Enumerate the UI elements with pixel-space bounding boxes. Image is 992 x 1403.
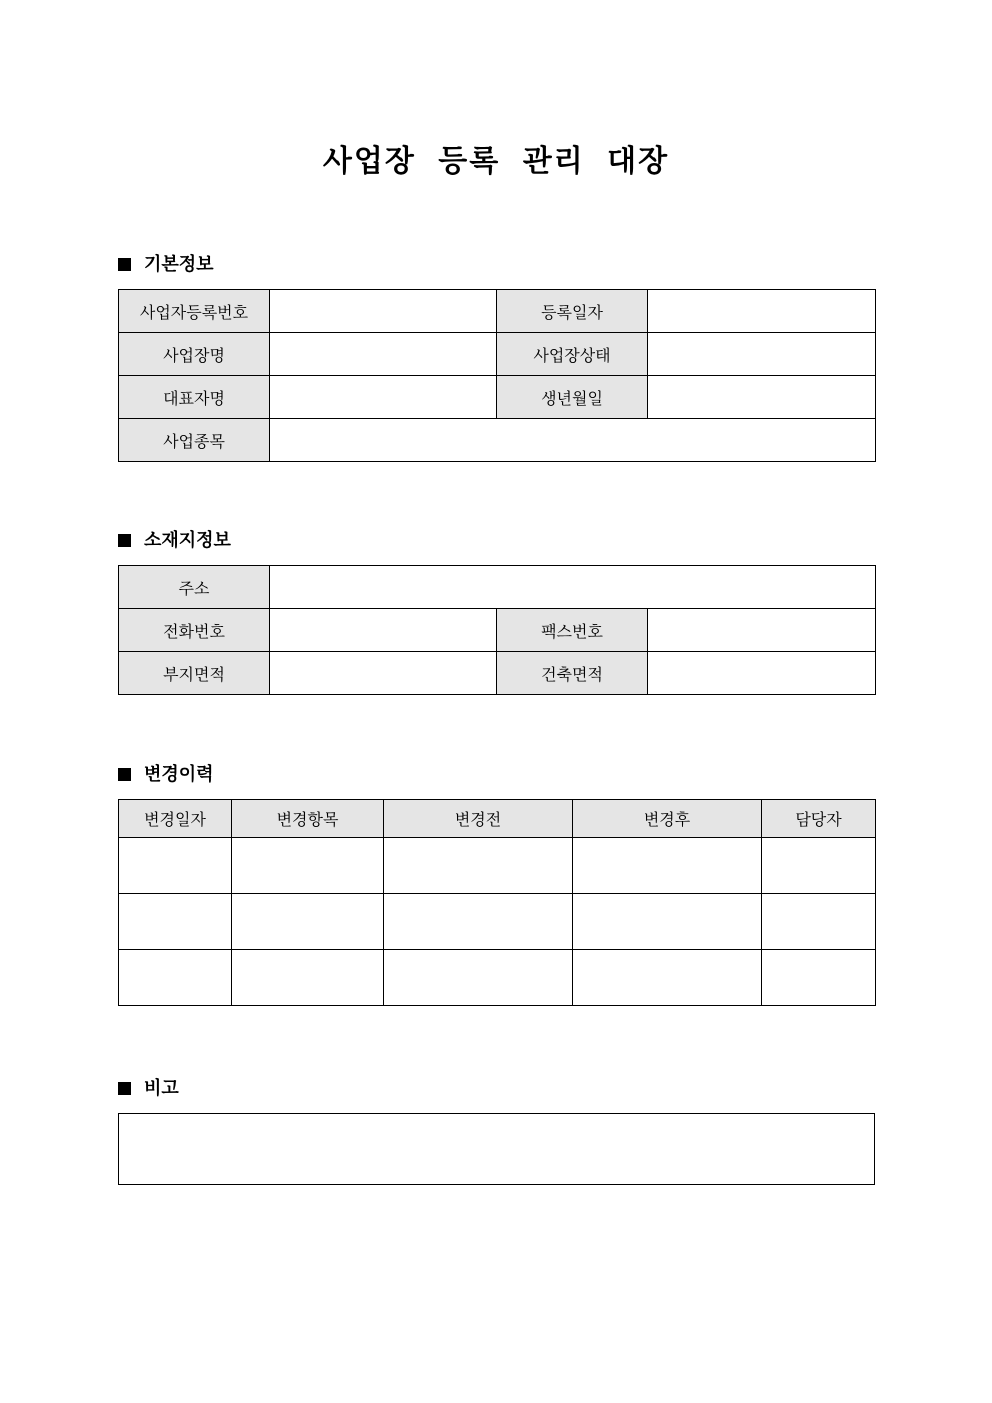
section-title-remarks: [118, 1077, 179, 1101]
change-history-table: [118, 799, 876, 1006]
phone-number-label: 전화번호: [119, 609, 270, 652]
table-row: [119, 652, 876, 695]
business-reg-number-field[interactable]: [270, 290, 497, 333]
business-name-field[interactable]: [270, 333, 497, 376]
section-heading-location-info: 소재지정보: [144, 530, 231, 551]
address-label: 주소: [119, 566, 270, 609]
history-cell[interactable]: [119, 894, 232, 950]
history-cell[interactable]: [573, 838, 762, 894]
history-cell[interactable]: [762, 950, 876, 1006]
table-row: [119, 290, 876, 333]
remarks-field[interactable]: [118, 1113, 875, 1185]
table-row: [119, 609, 876, 652]
registration-date-field[interactable]: [648, 290, 876, 333]
business-name-label: 사업장명: [119, 333, 270, 376]
column-header-after: 변경후: [573, 800, 762, 838]
section-heading-change-history: 변경이력: [144, 764, 214, 785]
table-row: [119, 419, 876, 462]
section-title-basic-info: [118, 253, 214, 277]
table-row: [119, 950, 876, 1006]
building-area-label: 건축면적: [497, 652, 648, 695]
site-area-label: 부지면적: [119, 652, 270, 695]
square-bullet-icon: [118, 534, 131, 547]
table-row: [119, 894, 876, 950]
table-header-row: [119, 800, 876, 838]
square-bullet-icon: [118, 768, 131, 781]
history-cell[interactable]: [573, 950, 762, 1006]
section-heading-basic-info: 기본정보: [144, 254, 214, 275]
history-cell[interactable]: [384, 838, 573, 894]
fax-number-label: 팩스번호: [497, 609, 648, 652]
registration-date-label: 등록일자: [497, 290, 648, 333]
birth-date-label: 생년월일: [497, 376, 648, 419]
fax-number-field[interactable]: [648, 609, 876, 652]
column-header-change-date: 변경일자: [119, 800, 232, 838]
history-cell[interactable]: [119, 950, 232, 1006]
table-row: [119, 376, 876, 419]
history-cell[interactable]: [762, 894, 876, 950]
square-bullet-icon: [118, 1082, 131, 1095]
business-status-field[interactable]: [648, 333, 876, 376]
history-cell[interactable]: [762, 838, 876, 894]
representative-name-field[interactable]: [270, 376, 497, 419]
section-title-location-info: [118, 529, 231, 553]
column-header-change-item: 변경항목: [232, 800, 384, 838]
business-status-label: 사업장상태: [497, 333, 648, 376]
business-reg-number-label: 사업자등록번호: [119, 290, 270, 333]
history-cell[interactable]: [384, 950, 573, 1006]
business-type-field[interactable]: [270, 419, 876, 462]
table-row: [119, 333, 876, 376]
representative-name-label: 대표자명: [119, 376, 270, 419]
phone-number-field[interactable]: [270, 609, 497, 652]
history-cell[interactable]: [232, 838, 384, 894]
history-cell[interactable]: [573, 894, 762, 950]
column-header-before: 변경전: [384, 800, 573, 838]
birth-date-field[interactable]: [648, 376, 876, 419]
business-type-label: 사업종목: [119, 419, 270, 462]
section-title-change-history: [118, 763, 214, 787]
section-heading-remarks: 비고: [144, 1078, 179, 1099]
basic-info-table: [118, 289, 876, 462]
history-cell[interactable]: [232, 894, 384, 950]
location-info-table: [118, 565, 876, 695]
page-title: 사업장 등록 관리 대장: [322, 144, 670, 179]
site-area-field[interactable]: [270, 652, 497, 695]
history-cell[interactable]: [384, 894, 573, 950]
building-area-field[interactable]: [648, 652, 876, 695]
table-row: [119, 838, 876, 894]
address-field[interactable]: [270, 566, 876, 609]
table-row: [119, 566, 876, 609]
history-cell[interactable]: [232, 950, 384, 1006]
column-header-person-in-charge: 담당자: [762, 800, 876, 838]
history-cell[interactable]: [119, 838, 232, 894]
square-bullet-icon: [118, 258, 131, 271]
